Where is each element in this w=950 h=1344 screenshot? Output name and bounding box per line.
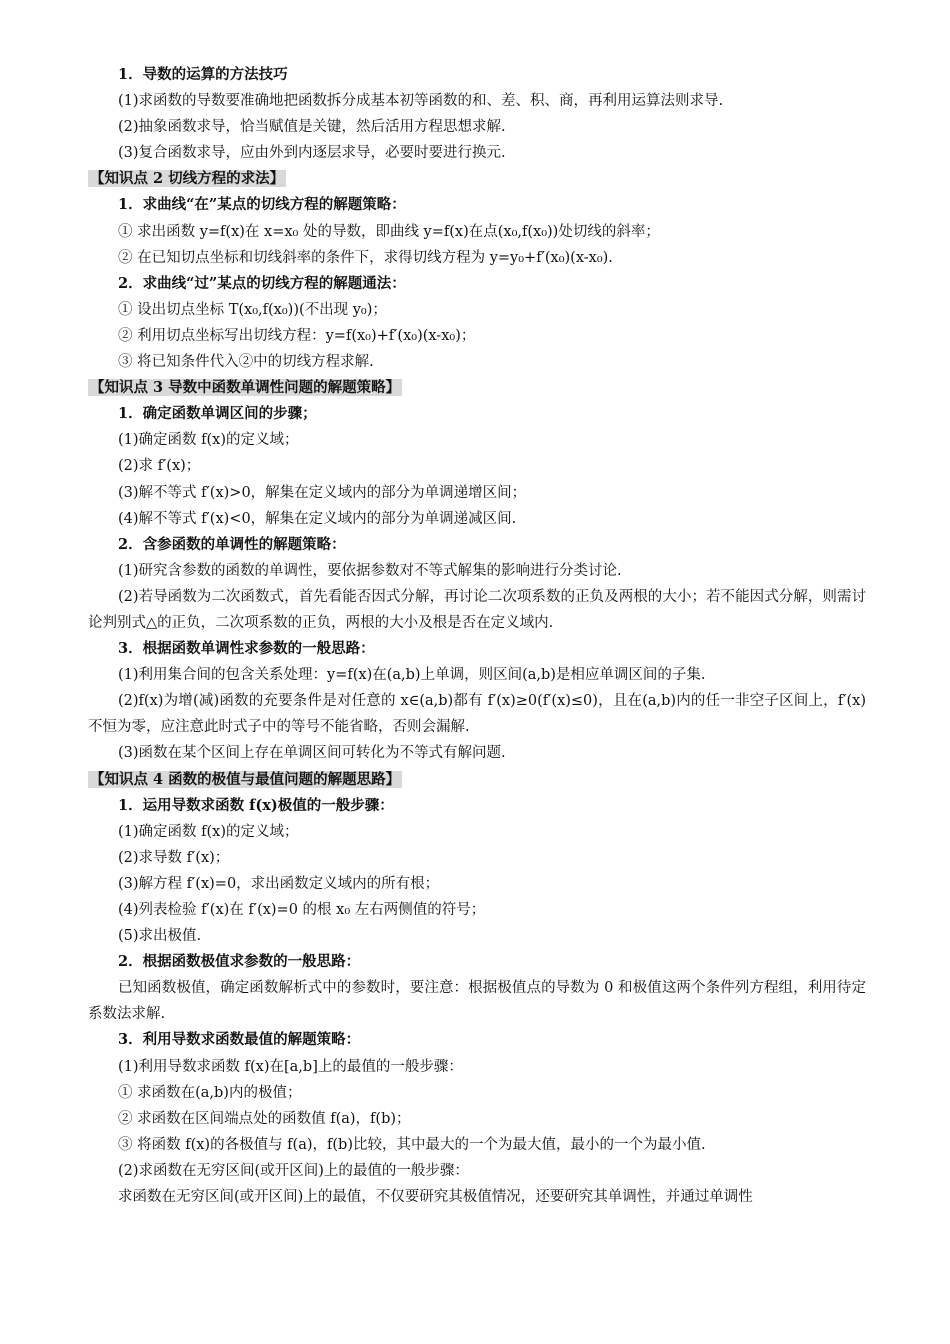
subheading: 3．利用导数求函数最值的解题策略：	[118, 1031, 361, 1049]
text-line: ① 求出函数 y=f(x)在 x=x₀ 处的导数，即曲线 y=f(x)在点(x₀,f(x₀))处切线的斜率；	[118, 223, 660, 240]
section-heading	[88, 375, 866, 401]
text-line: ① 求函数在(a,b)内的极值；	[118, 1084, 302, 1101]
text-line: (2)求函数在无穷区间(或开区间)上的最值的一般步骤：	[118, 1162, 469, 1179]
section-heading-label: 【知识点 3 导数中函数单调性问题的解题策略】	[90, 379, 401, 397]
text-line: (4)列表检验 f′(x)在 f′(x)=0 的根 x₀ 左右两侧值的符号；	[118, 902, 486, 918]
text-line: (1)确定函数 f(x)的定义域；	[118, 823, 299, 840]
text-line: (3)解不等式 f′(x)>0，解集在定义域内的部分为单调递增区间；	[118, 484, 527, 501]
text-line: (3)解方程 f′(x)=0，求出函数定义域内的所有根；	[118, 875, 440, 892]
subheading: 1．确定函数单调区间的步骤；	[118, 405, 317, 423]
section-heading-label: 【知识点 4 函数的极值与最值问题的解题思路】	[90, 770, 401, 788]
subheading: 2．根据函数极值求参数的一般思路：	[118, 953, 361, 971]
text-line: (2)求导数 f′(x)；	[118, 849, 230, 866]
text-line: (1)求函数的导数要准确地把函数拆分成基本初等函数的和、差、积、商，再利用运算法则求导.	[118, 93, 724, 110]
subheading: 1．导数的运算的方法技巧	[118, 66, 288, 83]
text-line: ① 设出切点坐标 T(x₀,f(x₀))(不出现 y₀)；	[118, 301, 387, 318]
text-line: ③ 将已知条件代入②中的切线方程求解.	[118, 354, 374, 371]
subheading: 2．求曲线“过”某点的切线方程的解题通法：	[118, 274, 406, 292]
text-line: (1)利用集合间的包含关系处理：y=f(x)在(a,b)上单调，则区间(a,b)是相应单调区间的子集.	[118, 667, 706, 684]
text-line: (1)研究含参数的函数的单调性，要依据参数对不等式解集的影响进行分类讨论.	[118, 562, 622, 579]
text-line: (1)确定函数 f(x)的定义域；	[118, 432, 299, 449]
text-line: ② 利用切点坐标写出切线方程：y=f(x₀)+f′(x₀)(x-x₀)；	[118, 327, 476, 344]
text-line: (2)抽象函数求导，恰当赋值是关键，然后活用方程思想求解.	[118, 119, 506, 136]
subheading: 1．求曲线“在”某点的切线方程的解题策略：	[118, 196, 406, 214]
subheading: 3．根据函数单调性求参数的一般思路：	[118, 640, 375, 658]
text-line: (3)函数在某个区间上存在单调区间可转化为不等式有解问题.	[118, 745, 506, 762]
text-line: (1)利用导数求函数 f(x)在[a,b]上的最值的一般步骤：	[118, 1058, 463, 1075]
text-line: ③ 将函数 f(x)的各极值与 f(a)，f(b)比较，其中最大的一个为最大值，最小的一个为最小值.	[118, 1136, 706, 1153]
section-heading	[88, 767, 866, 793]
subheading: 2．含参函数的单调性的解题策略：	[118, 535, 346, 553]
text-line: (5)求出极值.	[118, 928, 202, 945]
text-line: (3)复合函数求导，应由外到内逐层求导，必要时要进行换元.	[118, 145, 506, 162]
paragraph: (2)f(x)为增(减)函数的充要条件是对任意的 x∈(a,b)都有 f′(x)≥0(f′(x)≤0)，且在(a,b)内的任一非空子区间上，f′(x)不恒为零，应注意此时式子中的等号不能省略，否则会漏解.	[88, 693, 866, 736]
subheading: 1．运用导数求函数 f(x)极值的一般步骤：	[118, 796, 394, 814]
section-heading-label: 【知识点 2 切线方程的求法】	[90, 170, 285, 188]
text-line: (2)求 f′(x)；	[118, 458, 201, 475]
text-line: (4)解不等式 f′(x)<0，解集在定义域内的部分为单调递减区间.	[118, 510, 517, 527]
text-line: ② 在已知切点坐标和切线斜率的条件下，求得切线方程为 y=y₀+f′(x₀)(x-x₀).	[118, 249, 613, 266]
paragraph: (2)若导函数为二次函数式，首先看能否因式分解，再讨论二次项系数的正负及两根的大小；若不能因式分解，则需讨论判别式△的正负，二次项系数的正负，两根的大小及根是否在定义域内.	[88, 588, 866, 631]
document-page	[88, 62, 866, 1210]
text-line: 求函数在无穷区间(或开区间)上的最值，不仅要研究其极值情况，还要研究其单调性，并通过单调性	[118, 1189, 753, 1206]
section-heading	[88, 166, 866, 192]
text-line: ② 求函数在区间端点处的函数值 f(a)，f(b)；	[118, 1110, 411, 1127]
paragraph: 已知函数极值，确定函数解析式中的参数时，要注意：根据极值点的导数为 0 和极值这两个条件列方程组，利用待定系数法求解.	[88, 980, 866, 1023]
